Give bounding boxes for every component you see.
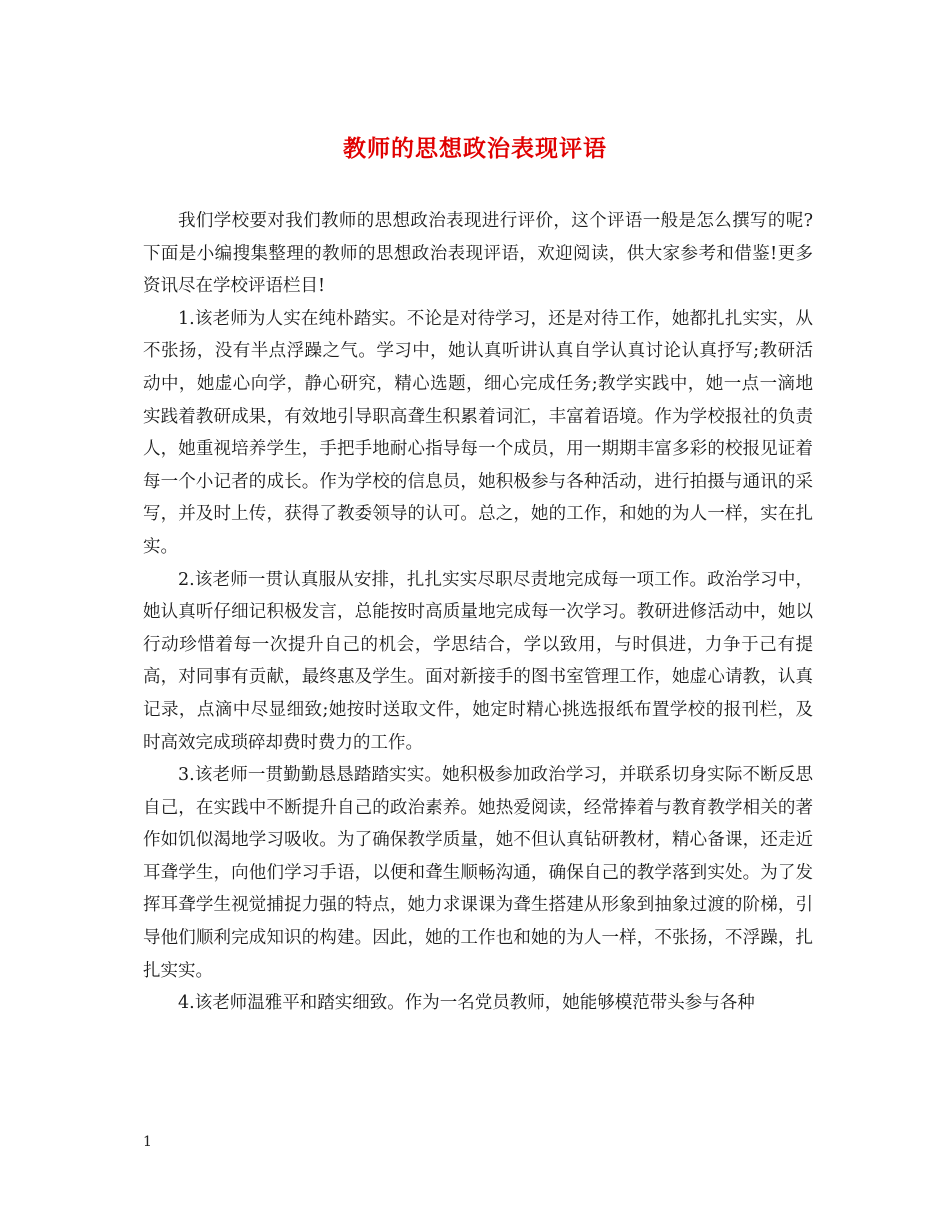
document-body — [143, 205, 813, 1020]
comment-paragraph-4: 4.该老师温雅平和踏实细致。作为一名党员教师，她能够模范带头参与各种 — [178, 993, 755, 1014]
comment-paragraph-3: 3.该老师一贯勤勤恳恳踏踏实实。她积极参加政治学习，并联系切身实际不断反思自己，在实践中不断提升自己的政治素养。她热爱阅读，经常捧着与教育教学相关的著作如饥似渴地学习吸收。为了确保教学质量，她不但认真钻研教材，精心备课，还走近耳聋学生，向他们学习手语，以便和聋生顺畅沟通，确保自己的教学落到实处。为了发挥耳聋学生视觉捕捉力强的特点，她力求课课为聋生搭建从形象到抽象过渡的阶梯，引导他们顺利完成知识的构建。因此，她的工作也和她的为人一样，不张扬，不浮躁，扎扎实实。 — [143, 765, 813, 981]
intro-paragraph: 我们学校要对我们教师的思想政治表现进行评价，这个评语一般是怎么撰写的呢?下面是小编搜集整理的教师的思想政治表现评语，欢迎阅读，供大家参考和借鉴!更多资讯尽在学校评语栏目! — [143, 211, 813, 297]
page-number: 1 — [143, 1134, 152, 1150]
comment-paragraph-2: 2.该老师一贯认真服从安排，扎扎实实尽职尽责地完成每一项工作。政治学习中，她认真听仔细记积极发言，总能按时高质量地完成每一次学习。教研进修活动中，她以行动珍惜着每一次提升自己的机会，学思结合，学以致用，与时俱进，力争于己有提高，对同事有贡献，最终惠及学生。面对新接手的图书室管理工作，她虚心请教，认真记录，点滴中尽显细致;她按时送取文件，她定时精心挑选报纸布置学校的报刊栏，及时高效完成琐碎却费时费力的工作。 — [143, 569, 813, 753]
comment-paragraph-1: 1.该老师为人实在纯朴踏实。不论是对待学习，还是对待工作，她都扎扎实实，从不张扬，没有半点浮躁之气。学习中，她认真听讲认真自学认真讨论认真抒写;教研活动中，她虚心向学，静心研究，精心选题，细心完成任务;教学实践中，她一点一滴地实践着教研成果，有效地引导职高聋生积累着词汇，丰富着语境。作为学校报社的负责人，她重视培养学生，手把手地耐心指导每一个成员，用一期期丰富多彩的校报见证着每一个小记者的成长。作为学校的信息员，她积极参与各种活动，进行拍摄与通讯的采写，并及时上传，获得了教委领导的认可。总之，她的工作，和她的为人一样，实在扎实。 — [143, 308, 813, 557]
document-title: 教师的思想政治表现评语 — [343, 135, 607, 162]
